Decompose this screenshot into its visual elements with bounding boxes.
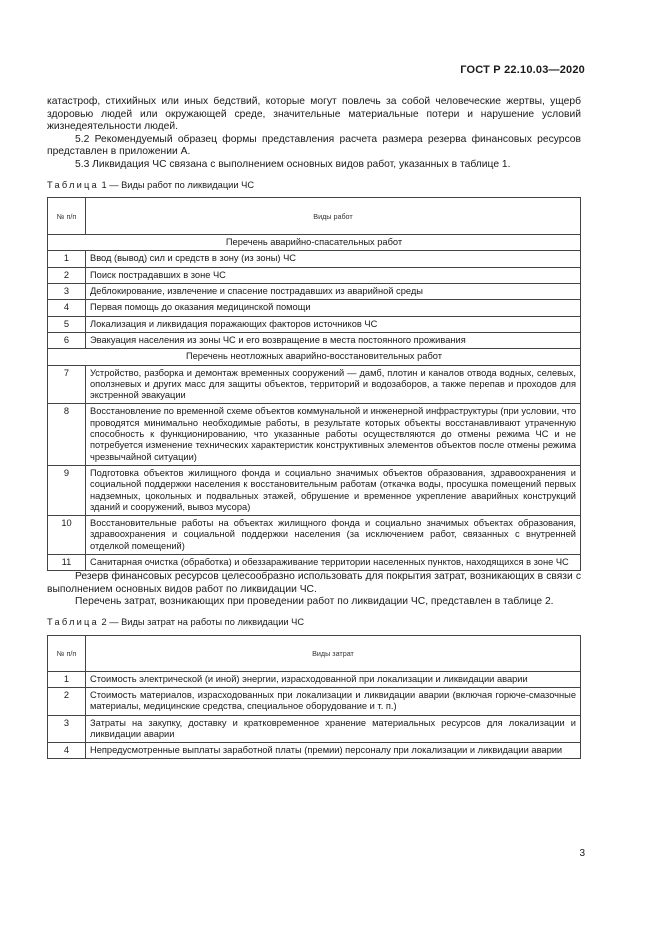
page-number: 3 (579, 848, 585, 859)
row-text: Стоимость электрической (и иной) энергии, израсходованной при локализации и ликвидации аварии (86, 671, 581, 687)
row-text: Поиск пострадавших в зоне ЧС (86, 267, 581, 283)
row-text: Непредусмотренные выплаты заработной платы (премии) персоналу при локализации и ликвидации аварии (86, 743, 581, 759)
row-number: 3 (48, 284, 86, 300)
row-text: Затраты на закупку, доставку и кратковременное хранение материальных ресурсов для локализации и ликвидации аварии (86, 715, 581, 743)
table-row (48, 404, 581, 465)
table-row (48, 516, 581, 555)
row-number: 10 (48, 516, 86, 555)
table1-caption-word: Таблица (47, 179, 99, 190)
row-number: 9 (48, 465, 86, 515)
table-row (48, 284, 581, 300)
table2-caption-text: 2 — Виды затрат на работы по ликвидации ЧС (98, 617, 305, 628)
row-number: 6 (48, 332, 86, 348)
row-text: Восстановительные работы на объектах жилищного фонда и социально значимых объектах образования, здравоохранения и социальной поддержки населения (за исключением работ, связанных с внутренней отделкой помещений) (86, 516, 581, 555)
table-row (48, 267, 581, 283)
row-text: Деблокирование, извлечение и спасение пострадавших из аварийной среды (86, 284, 581, 300)
row-text: Ввод (вывод) сил и средств в зону (из зоны) ЧС (86, 251, 581, 267)
row-number: 5 (48, 316, 86, 332)
middle-paragraph-2: Перечень затрат, возникающих при проведении работ по ликвидации ЧС, представлен в таблице 2. (75, 596, 554, 608)
row-number: 7 (48, 365, 86, 404)
table1-col-name: Виды работ (86, 198, 581, 235)
table2-col-num: № п/п (48, 635, 86, 671)
table1-section-row (48, 235, 581, 251)
main-text (47, 96, 581, 759)
table-row (48, 743, 581, 759)
table1-section-2: Перечень неотложных аварийно-восстановительных работ (48, 349, 581, 365)
table-row (48, 715, 581, 743)
row-text: Устройство, разборка и демонтаж временных сооружений — дамб, плотин и каналов отвода водных, селевых, оползневых и других масс для защиты объектов, территорий и водозаборов, а также перепав и проходов для экстренной эвакуации (86, 365, 581, 404)
table-row (48, 671, 581, 687)
row-number: 1 (48, 671, 86, 687)
table-row (48, 687, 581, 715)
row-text: Локализация и ликвидация поражающих факторов источников ЧС (86, 316, 581, 332)
table1-caption (47, 179, 581, 192)
table-row (48, 300, 581, 316)
table-row (48, 316, 581, 332)
table1-col-num: № п/п (48, 198, 86, 235)
document-code: ГОСТ Р 22.10.03—2020 (460, 64, 585, 76)
row-number: 2 (48, 267, 86, 283)
row-number: 8 (48, 404, 86, 465)
table1-caption-text: 1 — Виды работ по ликвидации ЧС (98, 179, 255, 190)
row-text: Подготовка объектов жилищного фонда и социально значимых объектов образования, здравоохранения и социальной поддержки населения к восстановительным работам (откачка воды, просушка помещений первых надземных, цокольных и подвальных этажей, обрушение и временное укрепление аварийных конструкций зданий и сооружений, вывоз мусора) (86, 465, 581, 515)
row-text: Восстановление по временной схеме объектов коммунальной и инженерной инфраструктуры (при условии, что проводятся минимально необходимые работы, в результате которых объекты восстанавливают утраченную способность к функционированию, что указанные работы осуществляются до отмены режима ЧС и не потребуется изменение технических характеристик конструктивных элементов объектов после отмены режима чрезвычайной ситуации) (86, 404, 581, 465)
table1-header-row (48, 198, 581, 235)
table2-col-name: Виды затрат (86, 635, 581, 671)
table1-section-1: Перечень аварийно-спасательных работ (48, 235, 581, 251)
table-row (48, 554, 581, 570)
row-number: 4 (48, 300, 86, 316)
row-text: Первая помощь до оказания медицинской помощи (86, 300, 581, 316)
table1-section-row (48, 349, 581, 365)
table2-caption-word: Таблица (47, 617, 99, 628)
row-text: Стоимость материалов, израсходованных при локализации и ликвидации аварии (включая горюче-смазочные материалы, медицинские средства, специальное оборудование и т. п.) (86, 687, 581, 715)
row-number: 11 (48, 554, 86, 570)
table2-caption (47, 616, 581, 629)
table-row (48, 465, 581, 515)
table2-header-row (48, 635, 581, 671)
row-number: 4 (48, 743, 86, 759)
table1 (47, 197, 581, 571)
intro-paragraph-3: 5.3 Ликвидация ЧС связана с выполнением основных видов работ, указанных в таблице 1. (75, 158, 511, 170)
table-row (48, 332, 581, 348)
table-row (48, 365, 581, 404)
row-number: 1 (48, 251, 86, 267)
row-number: 2 (48, 687, 86, 715)
row-number: 3 (48, 715, 86, 743)
table2 (47, 635, 581, 760)
table-row (48, 251, 581, 267)
row-text: Санитарная очистка (обработка) и обеззараживание территории населенных пунктов, находящихся в зоне ЧС (86, 554, 581, 570)
intro-paragraph-2: 5.2 Рекомендуемый образец формы представления расчета размера резерва финансовых ресурсов представлен в приложении А. (47, 133, 581, 158)
middle-paragraph-1: Резерв финансовых ресурсов целесообразно использовать для покрытия затрат, возникающих в связи с выполнением основных видов работ по ликвидации ЧС. (47, 571, 581, 595)
row-text: Эвакуация населения из зоны ЧС и его возвращение в места постоянного проживания (86, 332, 581, 348)
intro-paragraph-1: катастроф, стихийных или иных бедствий, которые могут повлечь за собой человеческие жертвы, ущерб здоровью людей или окружающей среде, значительные материальные потери и нарушение условий жизнедеятельности людей. (47, 96, 581, 133)
